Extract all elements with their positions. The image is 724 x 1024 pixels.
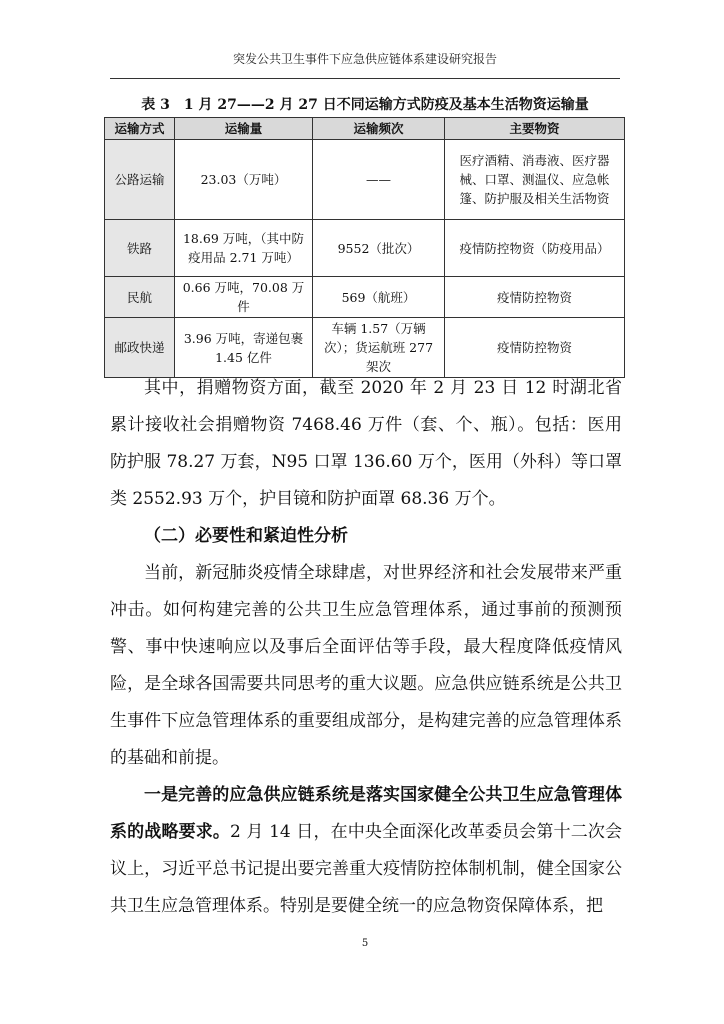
cell-frequency: 9552（批次） bbox=[313, 220, 445, 277]
cell-goods: 疫情防控物资（防疫用品） bbox=[445, 220, 625, 277]
cell-frequency: —— bbox=[313, 140, 445, 220]
cell-frequency: 569（航班） bbox=[313, 277, 445, 318]
paragraph-strategy-lead: 一是完善的应急供应链系统是落实国家健全公共卫生应急管理体系的战略要求。 bbox=[110, 785, 622, 842]
table-row bbox=[105, 220, 625, 277]
cell-mode: 铁路 bbox=[105, 220, 175, 277]
page-number: 5 bbox=[361, 938, 369, 949]
cell-frequency: 车辆 1.57（万辆次）；货运航班 277 架次 bbox=[313, 318, 445, 378]
cell-goods: 疫情防控物资 bbox=[445, 318, 625, 378]
running-header: 突发公共卫生事件下应急供应链体系建设研究报告 bbox=[232, 52, 497, 66]
paragraph-strategy bbox=[110, 777, 622, 925]
col-header-mode: 运输方式 bbox=[105, 118, 175, 140]
col-header-volume: 运输量 bbox=[175, 118, 313, 140]
header-rule bbox=[110, 78, 620, 79]
cell-mode: 邮政快递 bbox=[105, 318, 175, 378]
cell-mode: 民航 bbox=[105, 277, 175, 318]
body-section bbox=[110, 370, 622, 925]
cell-goods: 疫情防控物资 bbox=[445, 277, 625, 318]
cell-volume: 0.66 万吨，70.08 万件 bbox=[175, 277, 313, 318]
cell-volume: 3.96 万吨，寄递包裹 1.45 亿件 bbox=[175, 318, 313, 378]
paragraph-donations: 其中，捐赠物资方面，截至 2020 年 2 月 23 日 12 时湖北省累计接收社会捐赠物资 7468.46 万件（套、个、瓶）。包括：医用防护服 78.27 万套，N95 口罩 136.60 万个，医用（外科）等口罩类 2552.93 万个，护目镜和防护面罩 68.36 万个。 bbox=[110, 378, 622, 509]
table-caption: 表 3 1 月 27——2 月 27 日不同运输方式防疫及基本生活物资运输量 bbox=[141, 97, 589, 113]
section-subheading: （二）必要性和紧迫性分析 bbox=[144, 526, 348, 546]
table-header-row bbox=[105, 118, 625, 140]
table-row bbox=[105, 140, 625, 220]
cell-volume: 18.69 万吨，（其中防疫用品 2.71 万吨） bbox=[175, 220, 313, 277]
paragraph-strategy-text: 2 月 14 日，在中央全面深化改革委员会第十二次会议上，习近平总书记提出要完善重大疫情防控体制机制，健全国家公共卫生应急管理体系。特别是要健全统一的应急物资保障体系，把 bbox=[110, 822, 622, 916]
paragraph-necessity: 当前，新冠肺炎疫情全球肆虐，对世界经济和社会发展带来严重冲击。如何构建完善的公共卫生应急管理体系，通过事前的预测预警、事中快速响应以及事后全面评估等手段，最大程度降低疫情风险，是全球各国需要共同思考的重大议题。应急供应链系统是公共卫生事件下应急管理体系的重要组成部分，是构建完善的应急管理体系的基础和前提。 bbox=[110, 563, 622, 768]
cell-mode: 公路运输 bbox=[105, 140, 175, 220]
col-header-goods: 主要物资 bbox=[445, 118, 625, 140]
transport-table bbox=[104, 117, 625, 378]
table-row bbox=[105, 318, 625, 378]
cell-volume: 23.03（万吨） bbox=[175, 140, 313, 220]
cell-goods: 医疗酒精、消毒液、医疗器械、口罩、测温仪、应急帐篷、防护服及相关生活物资 bbox=[445, 140, 625, 220]
table-row bbox=[105, 277, 625, 318]
col-header-frequency: 运输频次 bbox=[313, 118, 445, 140]
